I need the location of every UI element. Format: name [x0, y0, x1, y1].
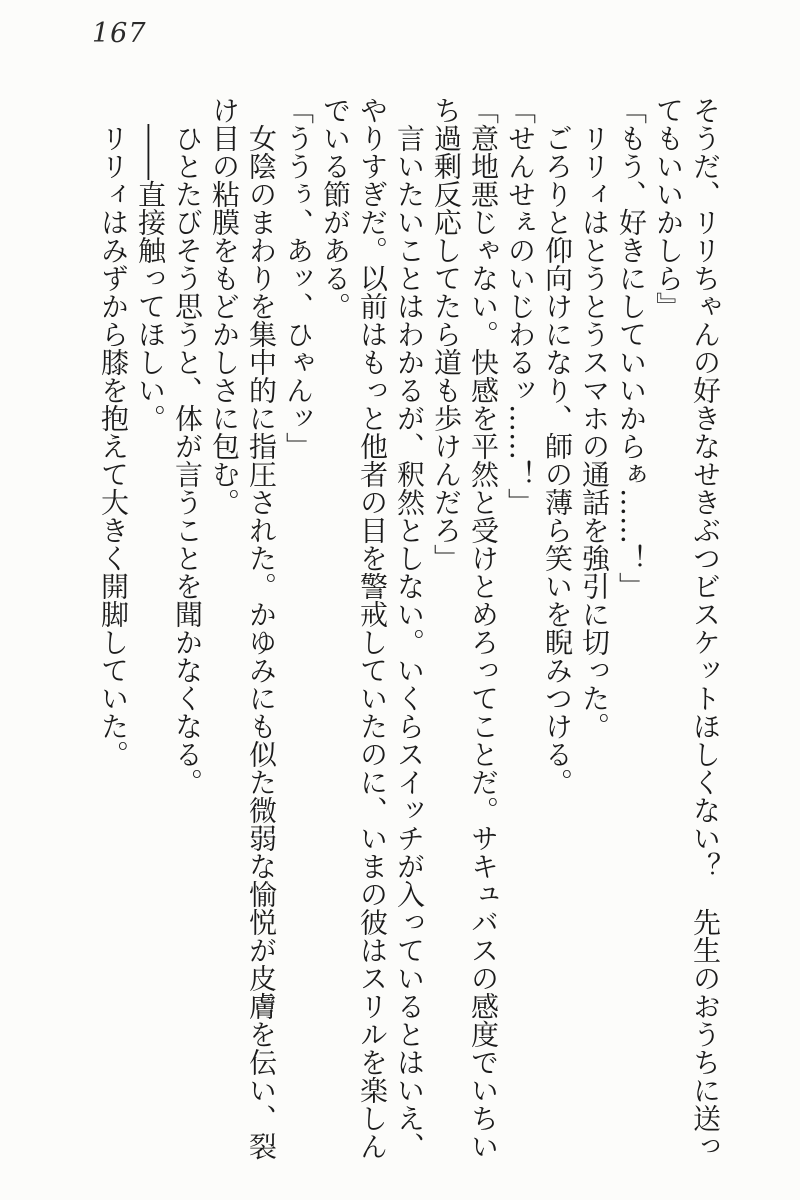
paragraph: 「意地悪じゃない。快感を平然と受けとめろってことだ。サキュバスの感度でいちいち過剰反応してたら道も歩けんだろ」: [430, 96, 500, 1160]
paragraph: ひとたびそう思うと、体が言うことを聞かなくなる。: [171, 124, 204, 796]
paragraph: リリィはとうとうスマホの通話を強引に切った。: [578, 124, 611, 740]
paragraph: 言いたいことはわかるが、釈然としない。いくらスイッチが入っているとはいえ、やりすぎだ。以前はもっと他者の目を警戒していたのに、いまの彼はスリルを楽しんでいる節がある。: [319, 96, 426, 1160]
paragraph: 「ううぅ、あッ、ひゃんッ」: [282, 96, 315, 460]
paragraph: そうだ、リリちゃんの好きなせきぶつビスケットほしくない？ 先生のおうちに送ってもいいかしら』: [652, 96, 722, 1160]
paragraph: 「せんせぇのいじわるッ……！」: [504, 96, 537, 516]
paragraph: ――直接触ってほしい。: [134, 124, 167, 432]
vertical-text-block: [95, 96, 724, 1160]
paragraph: 女陰のまわりを集中的に指圧された。かゆみにも似た微弱な愉悦が皮膚を伝い、裂け目の粘膜をもどかしさに包む。: [208, 96, 278, 1160]
page-number: 167: [92, 18, 147, 49]
paragraph: リリィはみずから膝を抱えて大きく開脚していた。: [97, 124, 130, 768]
paragraph: 「もう、好きにしていいからぁ……！」: [615, 96, 648, 600]
paragraph: ごろりと仰向けになり、師の薄ら笑いを睨みつける。: [541, 124, 574, 796]
